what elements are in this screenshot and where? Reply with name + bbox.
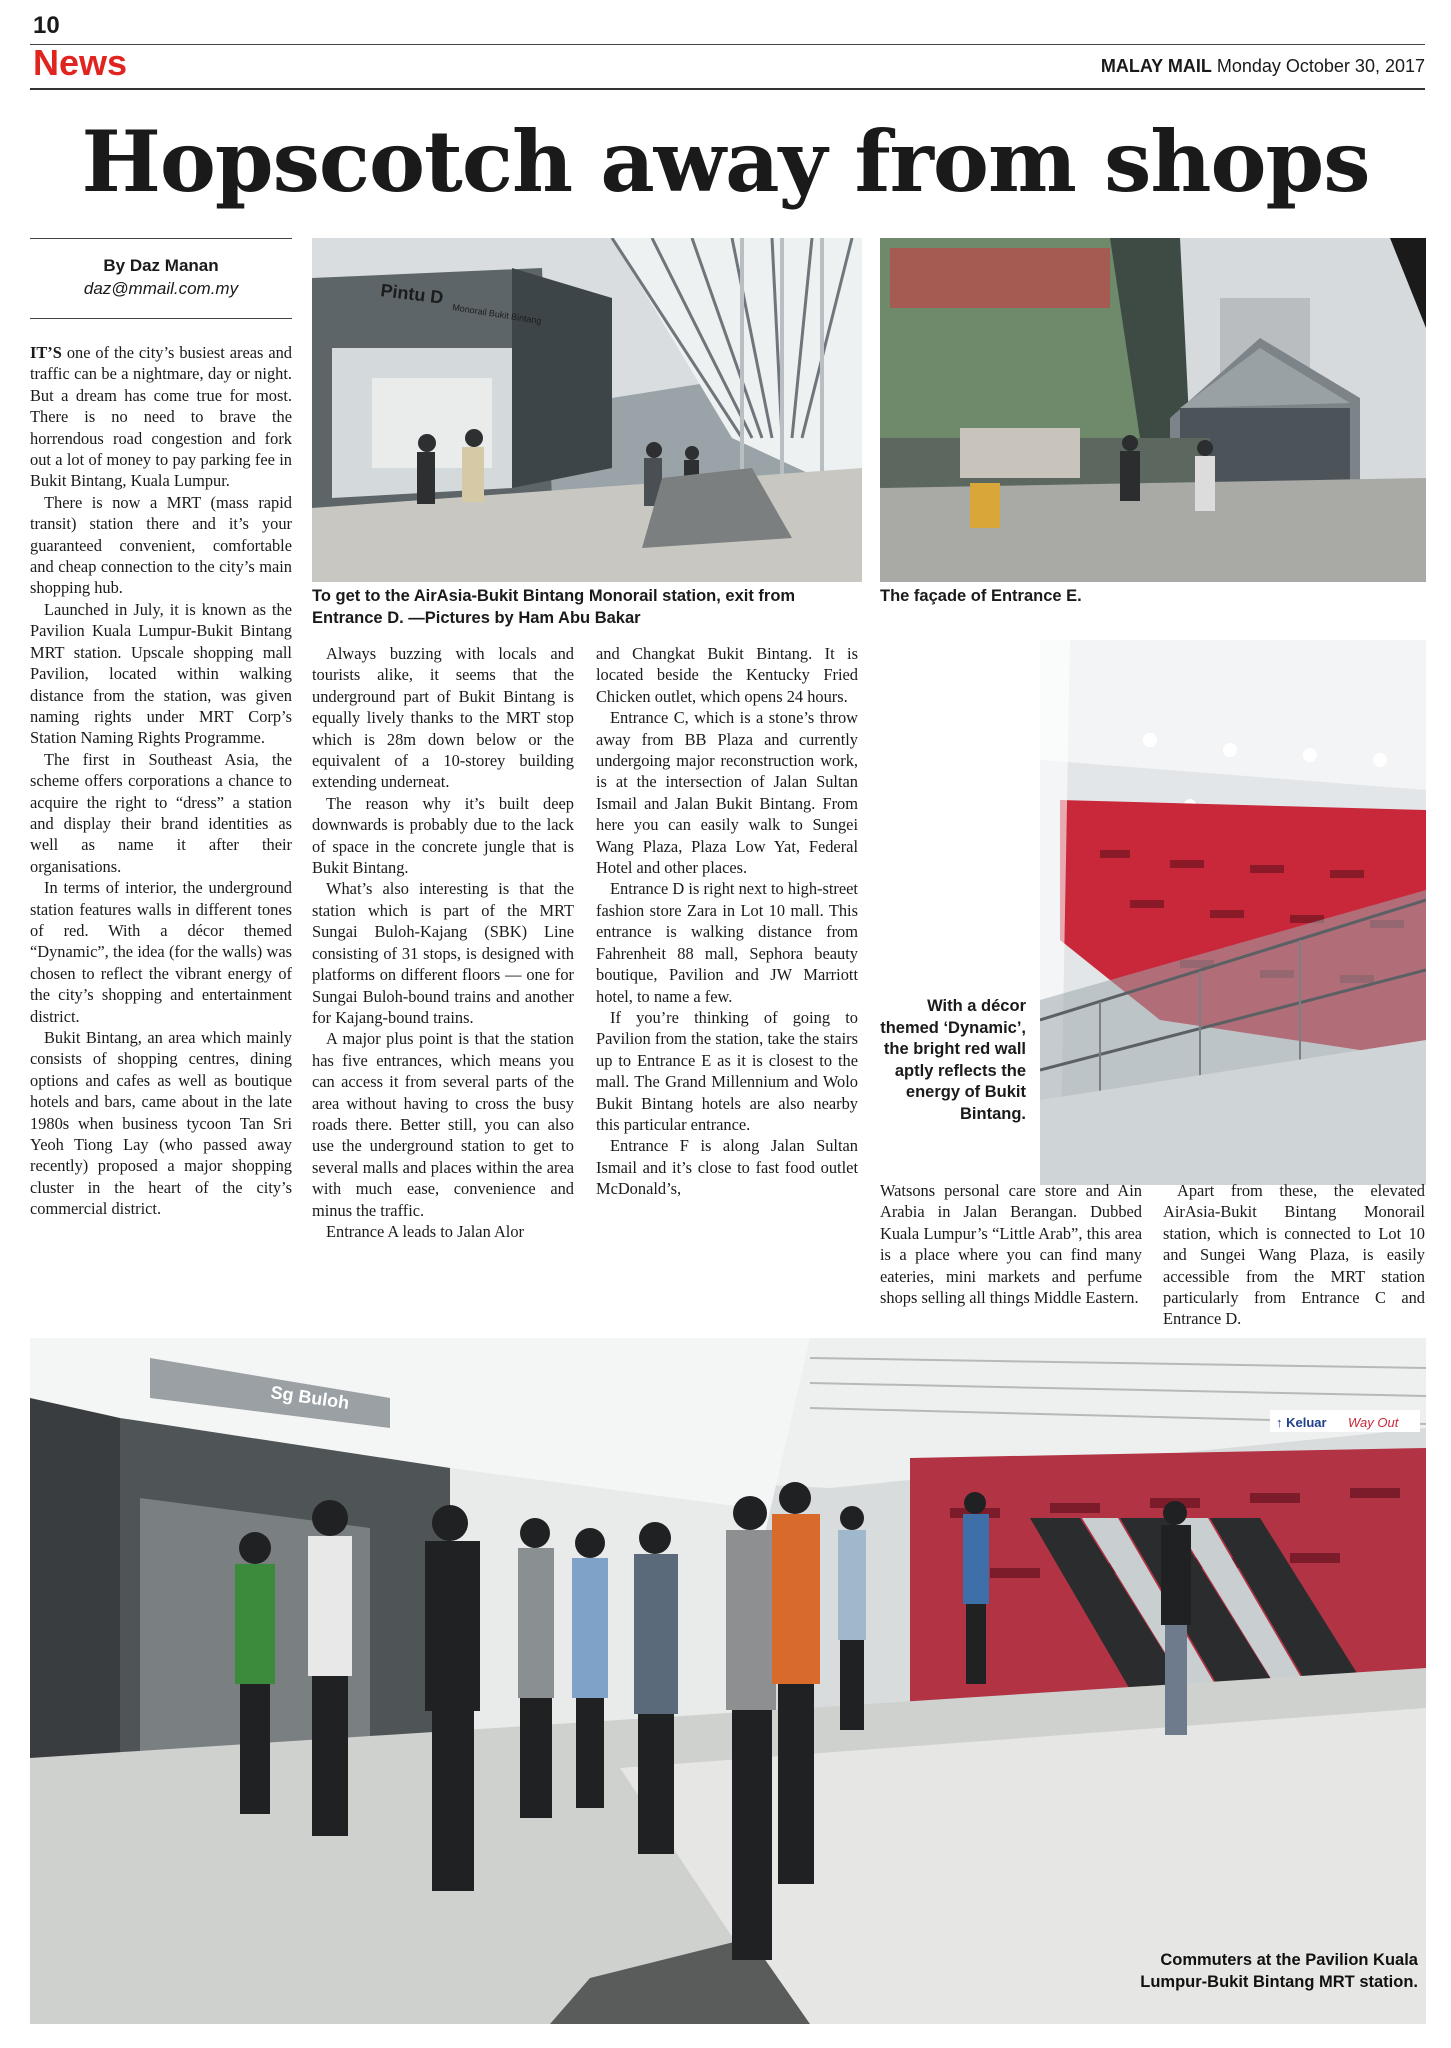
article-column-4	[880, 1180, 1142, 1308]
article-paragraph: In terms of interior, the underground station features walls in different tones of red. With a décor themed “Dynamic”, the idea (for the walls) was chosen to reflect the vibrant energy of the city’s shopping and entertainment district.	[30, 878, 292, 1026]
paragraph-text: one of the city’s busiest areas and traffic can be a nightmare, day or night. But a dream has come true for most. There is no need to brave the horrendous road congestion and fork out a lot of money to pay parking fee in Bukit Bintang, Kuala Lumpur.	[30, 343, 292, 491]
photo-red-wall	[1040, 640, 1426, 1185]
paper-name: MALAY MAIL	[1100, 56, 1212, 76]
article-paragraph	[30, 342, 292, 492]
byline-bottom-rule	[30, 318, 292, 319]
train-destination-sign: Sg Buloh	[269, 1382, 351, 1413]
caption-entrance-d: To get to the AirAsia-Bukit Bintang Monorail station, exit from Entrance D. —Pictures by Ham Abu Bakar	[312, 587, 796, 627]
article-column-2	[312, 643, 574, 1242]
article-paragraph: Entrance A leads to Jalan Alor	[326, 1221, 524, 1241]
article-paragraph: Watsons personal care store and Ain Arabia in Jalan Berangan. Dubbed Kuala Lumpur’s “Little Arab”, this area is a place where you can find many eateries, mini markets and perfume shops selling all things Middle Eastern.	[880, 1181, 1142, 1308]
photo-platform	[30, 1338, 1426, 2024]
article-paragraph: A major plus point is that the station has five entrances, which means you can access it from several parts of the area without having to cross the busy roads there. Better still, you can also use the underground station to get to several malls and places within the area with much ease, convenience and minus the traffic.	[312, 1029, 574, 1220]
article-paragraph: and Changkat Bukit Bintang. It is located beside the Kentucky Fried Chicken outlet, which opens 24 hours.	[596, 644, 858, 706]
caption-red-wall: With a décor themed ‘Dynamic’, the bright red wall aptly reflects the energy of Bukit Bintang.	[880, 997, 1026, 1123]
article-column-1	[30, 342, 292, 1220]
article-paragraph: Bukit Bintang, an area which mainly consists of shopping centres, dining options and cafes as well as boutique hotels and bars, came about in the late 1980s when business tycoon Tan Sri Yeoh Tiong Lay (who passed away recently) proposed a major shopping cluster in the heart of the city’s commercial district.	[30, 1028, 292, 1219]
page-number: 10	[33, 12, 60, 39]
headline: Hopscotch away from shops	[81, 112, 1370, 211]
sign-pintu-d: Pintu D	[379, 280, 445, 308]
article-column-3	[596, 643, 858, 1200]
caption-platform: Commuters at the Pavilion Kuala Lumpur-Bukit Bintang MRT station.	[1140, 1951, 1418, 1991]
article-paragraph: Apart from these, the elevated AirAsia-Bukit Bintang Monorail station, which is connected to Lot 10 and Sungei Wang Plaza, is easily accessible from the MRT station particularly from Entrance C and Entrance D.	[1163, 1181, 1425, 1329]
top-rule	[30, 44, 1425, 45]
byline-email: daz@mmail.com.my	[83, 279, 239, 298]
lead-caps: IT’S	[30, 343, 62, 362]
exit-sign: ↑ Keluar	[1276, 1415, 1327, 1430]
byline-name: By Daz Manan	[103, 256, 219, 275]
issue-date: Monday October 30, 2017	[1216, 56, 1425, 76]
section-label: News	[33, 42, 128, 83]
photo-entrance-e	[880, 238, 1426, 582]
article-paragraph: Entrance F is along Jalan Sultan Ismail and it’s close to fast food outlet McDonald’s,	[596, 1136, 858, 1199]
article-paragraph: There is now a MRT (mass rapid transit) station there and it’s your guaranteed convenient, comfortable and cheap connection to the city’s main shopping hub.	[30, 492, 292, 598]
caption-entrance-e: The façade of Entrance E.	[880, 587, 1082, 605]
photo-entrance-d	[312, 238, 862, 582]
article-paragraph: The first in Southeast Asia, the scheme offers corporations a chance to acquire the right to “dress” a station and display their brand identities as well as name it after their organisations.	[30, 749, 292, 876]
article-column-5	[1163, 1180, 1425, 1330]
article-paragraph: The reason why it’s built deep downwards is probably due to the lack of space in the concrete jungle that is Bukit Bintang.	[312, 793, 574, 878]
sign-monorail: Monorail Bukit Bintang	[451, 302, 543, 327]
masthead	[1101, 56, 1425, 77]
article-paragraph: Always buzzing with locals and tourists alike, it seems that the underground part of Bukit Bintang is equally lively thanks to the MRT stop which is 28m down below or the equivalent of a 10-storey building extending underneat.	[312, 644, 574, 792]
article-paragraph: If you’re thinking of going to Pavilion from the station, take the stairs up to Entrance E as it is closest to the mall. The Grand Millennium and Wolo Bukit Bintang hotels are also nearby this particular entrance.	[596, 1007, 858, 1134]
exit-sign-en: Way Out	[1348, 1415, 1399, 1430]
article-paragraph: What’s also interesting is that the station which is part of the MRT Sungai Buloh-Kajang (SBK) Line consisting of 31 stops, is designed with platforms on different floors — one for Sungai Buloh-bound trains and another for Kajang-bound trains.	[312, 879, 574, 1027]
byline	[30, 238, 292, 299]
article-paragraph: Entrance D is right next to high-street fashion store Zara in Lot 10 mall. This entrance is walking distance from Fahrenheit 88 mall, Sephora beauty boutique, Pavilion and JW Marriott hotel, to name a few.	[596, 879, 858, 1006]
article-paragraph: Entrance C, which is a stone’s throw away from BB Plaza and currently undergoing major reconstruction work, is at the intersection of Jalan Sultan Ismail and Jalan Bukit Bintang. From here you can easily walk to Sungei Wang Plaza, Plaza Low Yat, Federal Hotel and other places.	[596, 708, 858, 878]
masthead-rule	[30, 88, 1425, 90]
article-paragraph: Launched in July, it is known as the Pavilion Kuala Lumpur-Bukit Bintang MRT station. Upscale shopping mall Pavilion, located within walking distance from the station, was given naming rights under MRT Corp’s Station Naming Rights Programme.	[30, 599, 292, 748]
